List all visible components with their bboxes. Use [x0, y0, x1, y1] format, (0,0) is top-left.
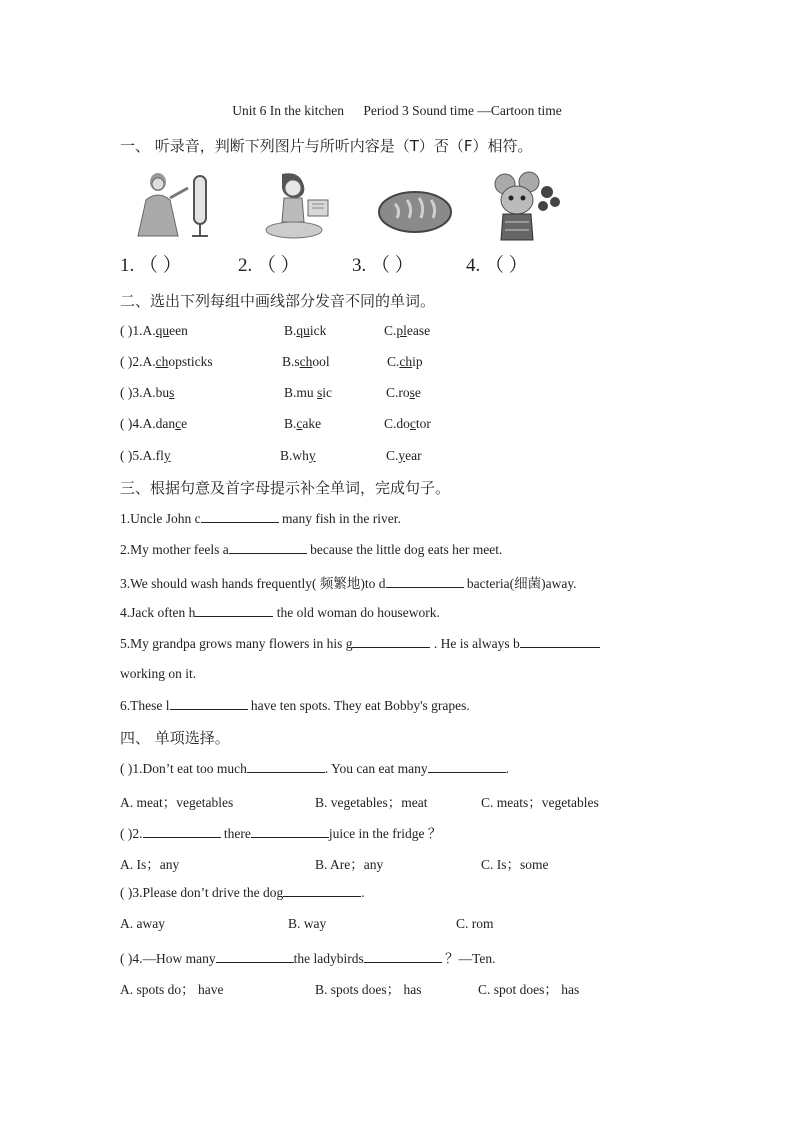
- blank-input[interactable]: [251, 825, 329, 838]
- fill-sentence-5: 5.My grandpa grows many flowers in his g . He is always b: [120, 635, 600, 652]
- option-a-suffix: e: [181, 416, 188, 431]
- blank-input[interactable]: [247, 760, 325, 773]
- option-a-underlined: s: [169, 385, 175, 400]
- blank-input[interactable]: [520, 635, 600, 648]
- mouse-picture: [485, 170, 565, 242]
- option-c: C.year: [386, 448, 422, 463]
- option-a[interactable]: A. Is；any: [120, 857, 180, 872]
- option-a-underlined: c: [175, 416, 182, 431]
- option-b: B.school: [282, 354, 330, 369]
- question-number[interactable]: ( )5.: [120, 448, 143, 463]
- option-b: B.quick: [284, 323, 327, 338]
- mc-question-2: ( )2. there juice in the fridge ？: [120, 826, 442, 841]
- section2-heading: 二、选出下列每组中画线部分发音不同的单词。: [120, 292, 436, 310]
- question-number[interactable]: ( )1.: [120, 323, 143, 338]
- option-b[interactable]: B. spots does； has: [315, 982, 422, 997]
- phonics-row: [120, 323, 431, 339]
- option-c: C.chip: [387, 354, 423, 369]
- blank-input[interactable]: [216, 950, 294, 963]
- question-number[interactable]: ( )2.: [120, 354, 143, 369]
- blank-input[interactable]: [170, 697, 248, 710]
- option-a-prefix: A.: [142, 323, 156, 338]
- answer-blank-2[interactable]: 2. （ ）: [238, 255, 300, 276]
- option-b: B.why: [280, 448, 316, 463]
- phonics-row: [120, 354, 423, 370]
- question-number[interactable]: ( )3.: [120, 385, 143, 400]
- mc-question-3: ( )3.Please don’t drive the dog .: [120, 885, 365, 900]
- answer-blank-4[interactable]: 4. （ ）: [466, 255, 528, 276]
- mc-question-4: ( )4.—How many the ladybirds ？—Ten.: [120, 951, 496, 966]
- option-b: B.cake: [284, 416, 322, 431]
- option-a-prefix: A.dan: [142, 416, 176, 431]
- blank-input[interactable]: [386, 575, 464, 588]
- option-b[interactable]: B. way: [288, 916, 327, 931]
- blank-input[interactable]: [195, 604, 273, 617]
- queen-mirror-picture: [130, 170, 215, 242]
- option-c[interactable]: C. Is；some: [481, 857, 549, 872]
- option-a-underlined: ch: [155, 354, 169, 369]
- blank-input[interactable]: [283, 884, 361, 897]
- fill-sentence-5-cont: working on it.: [120, 666, 197, 681]
- option-a-prefix: A.bu: [142, 385, 170, 400]
- period-title: Period 3 Sound time —Cartoon time: [363, 103, 562, 118]
- girl-pancake-picture: [260, 170, 340, 242]
- blank-input[interactable]: [364, 950, 442, 963]
- question-number[interactable]: ( )4.: [120, 416, 143, 431]
- blank-input[interactable]: [143, 825, 221, 838]
- option-a[interactable]: A. spots do； have: [120, 982, 224, 997]
- option-a-underlined: y: [163, 448, 171, 463]
- option-c[interactable]: C. spot does； has: [478, 982, 580, 997]
- fill-sentence-2: 2.My mother feels a because the little dog eats her meet.: [120, 542, 503, 557]
- fill-sentence-1: 1.Uncle John c many fish in the river.: [120, 511, 401, 526]
- option-c: C.doctor: [384, 416, 431, 431]
- blank-input[interactable]: [352, 635, 430, 648]
- phonics-row: [120, 448, 422, 464]
- option-c: C.rose: [386, 385, 421, 400]
- answer-blank-3[interactable]: 3. （ ）: [352, 255, 414, 276]
- blank-input[interactable]: [229, 541, 307, 554]
- option-a-suffix: een: [169, 323, 188, 338]
- option-a[interactable]: A. meat；vegetables: [120, 795, 234, 810]
- fill-sentence-6: 6.These l have ten spots. They eat Bobby's grapes.: [120, 698, 470, 713]
- section1-heading: 一、 听录音，判断下列图片与所听内容是（T）否（F）相符。: [120, 137, 533, 155]
- option-c: C.please: [384, 323, 431, 338]
- unit-title: Unit 6 In the kitchen: [232, 103, 344, 118]
- phonics-row: [120, 416, 431, 432]
- option-b[interactable]: B. vegetables；meat: [315, 795, 428, 810]
- option-c[interactable]: C. rom: [456, 916, 494, 931]
- option-a-underlined: qu: [155, 323, 170, 338]
- picture-row: [120, 170, 600, 245]
- phonics-row: [120, 385, 421, 401]
- option-a[interactable]: A. away: [120, 916, 165, 931]
- section4-heading: 四、 单项选择。: [120, 729, 230, 747]
- option-a-prefix: A.fl: [142, 448, 164, 463]
- page-title: [0, 103, 794, 119]
- answer-blank-1[interactable]: 1. （ ）: [120, 255, 182, 276]
- option-a-suffix: opsticks: [168, 354, 213, 369]
- bread-picture: [375, 170, 455, 242]
- fill-sentence-4: 4.Jack often h the old woman do housework.: [120, 605, 440, 620]
- option-a-prefix: A.: [142, 354, 156, 369]
- option-b: B.mu sic: [284, 385, 333, 400]
- blank-input[interactable]: [201, 510, 279, 523]
- fill-sentence-3: 3.We should wash hands frequently( 频繁地)to d bacteria(细菌)away.: [120, 576, 577, 591]
- mc-question-1: ( )1.Don’t eat too much . You can eat many .: [120, 761, 509, 776]
- option-b[interactable]: B. Are；any: [315, 857, 384, 872]
- option-c[interactable]: C. meats；vegetables: [481, 795, 599, 810]
- blank-input[interactable]: [428, 760, 506, 773]
- section3-heading: 三、根据句意及首字母提示补全单词，完成句子。: [120, 479, 451, 497]
